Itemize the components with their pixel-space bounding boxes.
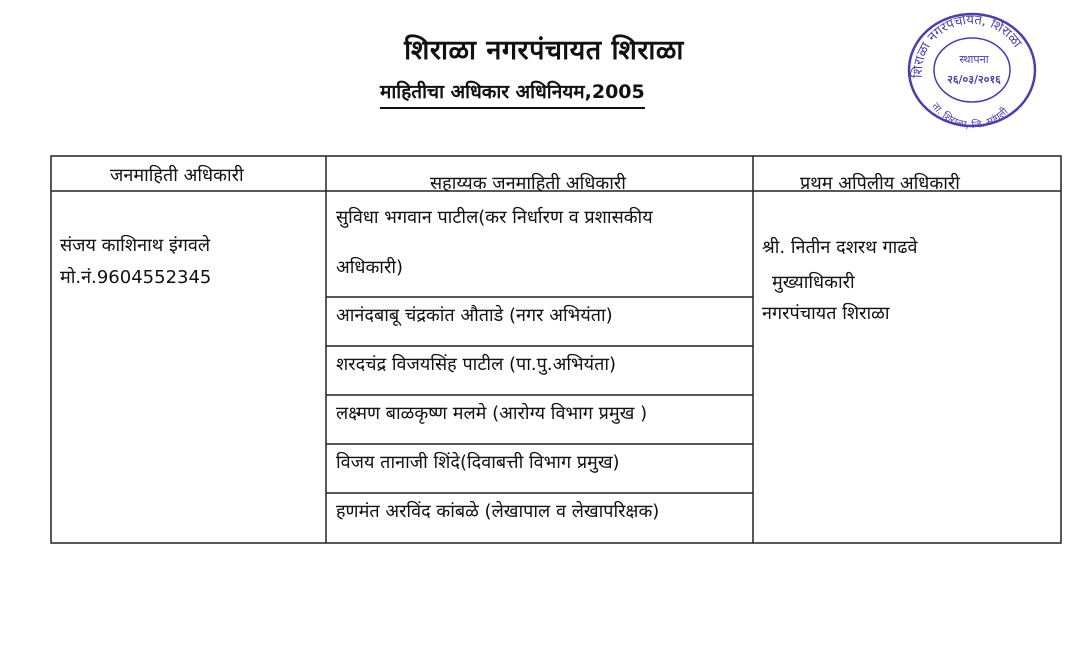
assistant-officer-1-line1: सुविधा भगवान पाटील(कर निर्धारण व प्रशासकीय <box>336 207 653 228</box>
assistant-officer-2: आनंदबाबू चंद्रकांत औताडे (नगर अभियंता) <box>336 305 613 326</box>
appellate-officer-office: नगरपंचायत शिराळा <box>762 303 890 324</box>
page-title: शिराळा नगरपंचायत शिराळा <box>404 35 684 66</box>
header-public-info-officer: जनमाहिती अधिकारी <box>110 165 244 186</box>
appellate-officer-designation: मुख्याधिकारी <box>772 272 855 293</box>
rti-officers-table <box>50 155 1062 544</box>
assistant-officer-1-line2: अधिकारी) <box>336 257 404 278</box>
assistant-officer-3: शरदचंद्र विजयसिंह पाटील (पा.पु.अभियंता) <box>336 354 617 375</box>
page-subtitle: माहितीचा अधिकार अधिनियम,2005 <box>380 78 645 109</box>
assistant-officer-6: हणमंत अरविंद कांबळे (लेखापाल व लेखापरिक्षक) <box>336 501 660 522</box>
officer-name: संजय काशिनाथ इंगवले <box>60 235 211 256</box>
assistant-officer-4: लक्ष्मण बाळकृष्ण मलमे (आरोग्य विभाग प्रमुख ) <box>336 403 648 424</box>
officer-phone: मो.नं.9604552345 <box>60 267 212 288</box>
appellate-officer-name: श्री. नितीन दशरथ गाढवे <box>762 237 918 258</box>
stamp-center-date: २६/०३/२०१६ <box>947 73 1001 86</box>
stamp-center-label: स्थापना <box>959 53 989 66</box>
header-appellate-officer: प्रथम अपिलीय अधिकारी <box>800 173 960 194</box>
stamp-ring-text: शिराळा नगरपंचायत, शिराळा <box>910 12 1025 79</box>
assistant-officer-5: विजय तानाजी शिंदे(दिवाबत्ती विभाग प्रमुख) <box>336 452 620 473</box>
office-stamp <box>902 8 1040 133</box>
stamp-bottom-text: ता. शिराळा, जि. सांगली <box>929 101 1011 132</box>
header-assistant-officer: सहाय्यक जनमाहिती अधिकारी <box>430 173 626 194</box>
svg-text:ता. शिराळा, जि. सांगली <box>929 101 1010 131</box>
